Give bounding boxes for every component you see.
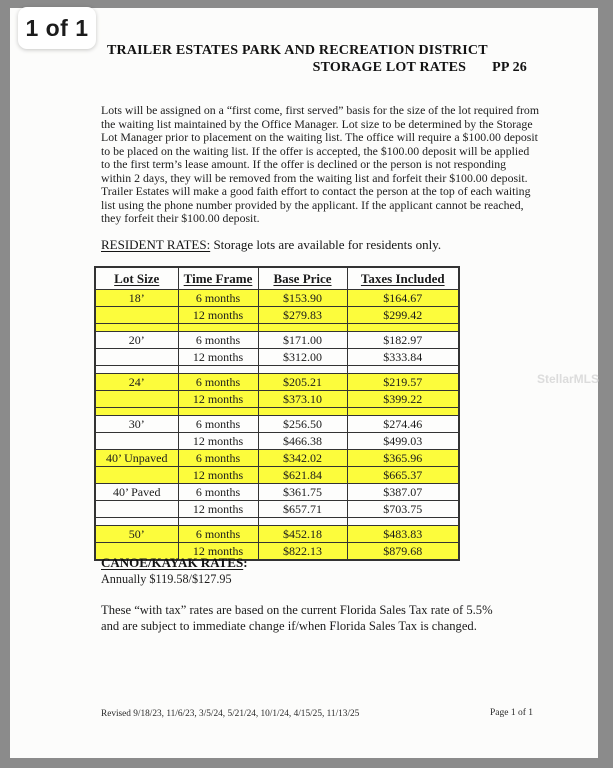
document-code: PP 26 [492, 60, 527, 75]
rate-table-cell-time: 6 months [178, 450, 258, 467]
rate-table-cell-taxes: $164.67 [347, 290, 459, 307]
rate-table-cell-lot [95, 391, 178, 408]
rate-table-row [95, 307, 459, 324]
rate-table-cell-taxes: $219.57 [347, 374, 459, 391]
rate-table-row [95, 467, 459, 484]
rate-table-row [95, 484, 459, 501]
rate-table-row [95, 349, 459, 366]
rate-table-cell-base: $256.50 [258, 416, 347, 433]
rate-table-cell-base: $171.00 [258, 332, 347, 349]
storage-rates-table [94, 266, 460, 561]
rate-table-cell-base: $621.84 [258, 467, 347, 484]
rate-table-cell-base [258, 518, 347, 526]
rate-table-cell-lot [95, 433, 178, 450]
rate-table-row [95, 450, 459, 467]
rate-table-cell-base: $342.02 [258, 450, 347, 467]
rate-table-cell-time: 12 months [178, 467, 258, 484]
revision-history: Revised 9/18/23, 11/6/23, 3/5/24, 5/21/24, 10/1/24, 4/15/25, 11/13/25 [101, 709, 360, 719]
rate-table-row [95, 332, 459, 349]
rate-table-cell-base: $466.38 [258, 433, 347, 450]
rate-table-cell-lot [95, 307, 178, 324]
rate-table-cell-time [178, 518, 258, 526]
rate-table-cell-lot [95, 408, 178, 416]
resident-rates-line [101, 237, 561, 253]
resident-rates-label: RESIDENT RATES: [101, 237, 211, 252]
rate-table-cell-base: $279.83 [258, 307, 347, 324]
rate-table-cell-time: 6 months [178, 374, 258, 391]
rate-table-cell-taxes [347, 366, 459, 374]
rate-table-cell-time: 12 months [178, 349, 258, 366]
canoe-kayak-heading [101, 555, 248, 571]
page-number: Page 1 of 1 [490, 708, 534, 718]
document-subtitle: STORAGE LOT RATES [312, 60, 467, 75]
canoe-kayak-heading-text: CANOE/KAYAK RATES [101, 555, 244, 570]
rate-table-cell-taxes: $333.84 [347, 349, 459, 366]
rate-table-cell-taxes [347, 408, 459, 416]
rate-table-cell-taxes [347, 324, 459, 332]
rate-table-cell-lot [95, 349, 178, 366]
mls-watermark: StellarMLS [537, 372, 600, 386]
rate-table-row [95, 501, 459, 518]
document-title-line2 [313, 60, 527, 76]
rate-table-cell-lot [95, 366, 178, 374]
rate-table-cell-base [258, 366, 347, 374]
rate-table-cell-time [178, 366, 258, 374]
rate-table-cell-time: 12 months [178, 307, 258, 324]
rate-table-cell-base: $822.13 [258, 543, 347, 561]
rate-table-cell-base [258, 408, 347, 416]
rate-table-cell-taxes: $399.22 [347, 391, 459, 408]
rate-table-row [95, 374, 459, 391]
rate-table-cell-time: 12 months [178, 391, 258, 408]
rate-table-spacer-row [95, 366, 459, 374]
rate-table-cell-lot [95, 467, 178, 484]
rate-table-cell-base: $153.90 [258, 290, 347, 307]
rate-table-cell-base: $373.10 [258, 391, 347, 408]
rate-table-cell-lot: 30’ [95, 416, 178, 433]
rate-table-cell-lot: 50’ [95, 526, 178, 543]
rate-table-cell-taxes: $365.96 [347, 450, 459, 467]
rate-table-cell-base: $312.00 [258, 349, 347, 366]
rate-table-cell-time [178, 324, 258, 332]
rate-table-cell-taxes: $483.83 [347, 526, 459, 543]
rate-table-cell-time [178, 408, 258, 416]
rate-table-cell-base: $452.18 [258, 526, 347, 543]
rate-table-row [95, 433, 459, 450]
rate-table-cell-time: 6 months [178, 332, 258, 349]
rate-table-body [95, 290, 459, 561]
canoe-kayak-heading-colon: : [243, 555, 248, 570]
resident-rates-text: Storage lots are available for residents only. [210, 237, 442, 252]
rate-table-cell-taxes [347, 518, 459, 526]
canoe-kayak-rate-text: Annually $119.58/$127.95 [101, 572, 232, 586]
rate-table-header: Time Frame [178, 267, 258, 290]
rate-table-cell-base: $205.21 [258, 374, 347, 391]
rate-table-cell-time: 12 months [178, 543, 258, 561]
rate-table-cell-time: 12 months [178, 501, 258, 518]
rate-table-cell-taxes: $665.37 [347, 467, 459, 484]
rate-table-cell-time: 12 months [178, 433, 258, 450]
rate-table-header: Taxes Included [347, 267, 459, 290]
rate-table-cell-lot: 24’ [95, 374, 178, 391]
rate-table-cell-lot: 18’ [95, 290, 178, 307]
rate-table-row [95, 526, 459, 543]
photo-count-badge: 1 of 1 [18, 7, 96, 49]
rate-table-cell-taxes: $299.42 [347, 307, 459, 324]
scanned-document-page [10, 8, 598, 758]
intro-paragraph: Lots will be assigned on a “first come, first served” basis for the size of the lot required from the waiting list maintained by the Office Manager. Lot size to be determined by the Storage Lot Manager prior to placement on the waiting list. The office will require a $100.00 deposit to be placed on the waiting list. If the offer is accepted, the $100.00 deposit will be applied to the first term’s lease amount. If the offer is declined or the person is not responding within 2 days, they will be removed from the waiting list and forfeit their $100.00 deposit. Trailer Estates will make a good faith effort to contact the person at the top of each waiting list using the phone number provided by the applicant. If the applicant cannot be reached, they forfeit their $100.00 deposit. [101, 103, 539, 226]
rate-table-spacer-row [95, 518, 459, 526]
rate-table-cell-time: 6 months [178, 290, 258, 307]
rate-table-header: Lot Size [95, 267, 178, 290]
rate-table-row [95, 391, 459, 408]
rate-table-cell-taxes: $182.97 [347, 332, 459, 349]
rate-table-cell-lot: 40’ Unpaved [95, 450, 178, 467]
rate-table-cell-lot [95, 501, 178, 518]
rate-table-row [95, 416, 459, 433]
rate-table-cell-taxes: $499.03 [347, 433, 459, 450]
rate-table-spacer-row [95, 408, 459, 416]
rate-table-cell-taxes: $703.75 [347, 501, 459, 518]
rate-table-cell-time: 6 months [178, 484, 258, 501]
rate-table-row [95, 290, 459, 307]
rate-table-spacer-row [95, 324, 459, 332]
rate-table-header: Base Price [258, 267, 347, 290]
rate-table-cell-taxes: $387.07 [347, 484, 459, 501]
rate-table-cell-lot [95, 324, 178, 332]
rate-table-cell-base [258, 324, 347, 332]
rate-table-cell-time: 6 months [178, 416, 258, 433]
rate-table-cell-lot [95, 518, 178, 526]
rate-table-cell-taxes: $879.68 [347, 543, 459, 561]
document-title-line1: TRAILER ESTATES PARK AND RECREATION DISTRICT [107, 43, 488, 58]
rate-table-cell-lot: 40’ Paved [95, 484, 178, 501]
rate-table-head-row [95, 267, 459, 290]
rate-table-cell-base: $657.71 [258, 501, 347, 518]
rate-table-cell-time: 6 months [178, 526, 258, 543]
rate-table-cell-lot: 20’ [95, 332, 178, 349]
rate-table-cell-base: $361.75 [258, 484, 347, 501]
rate-table-cell-taxes: $274.46 [347, 416, 459, 433]
tax-note-paragraph: These “with tax” rates are based on the current Florida Sales Tax rate of 5.5% and are subject to immediate change if/when Florida Sales Tax is changed. [101, 603, 493, 634]
